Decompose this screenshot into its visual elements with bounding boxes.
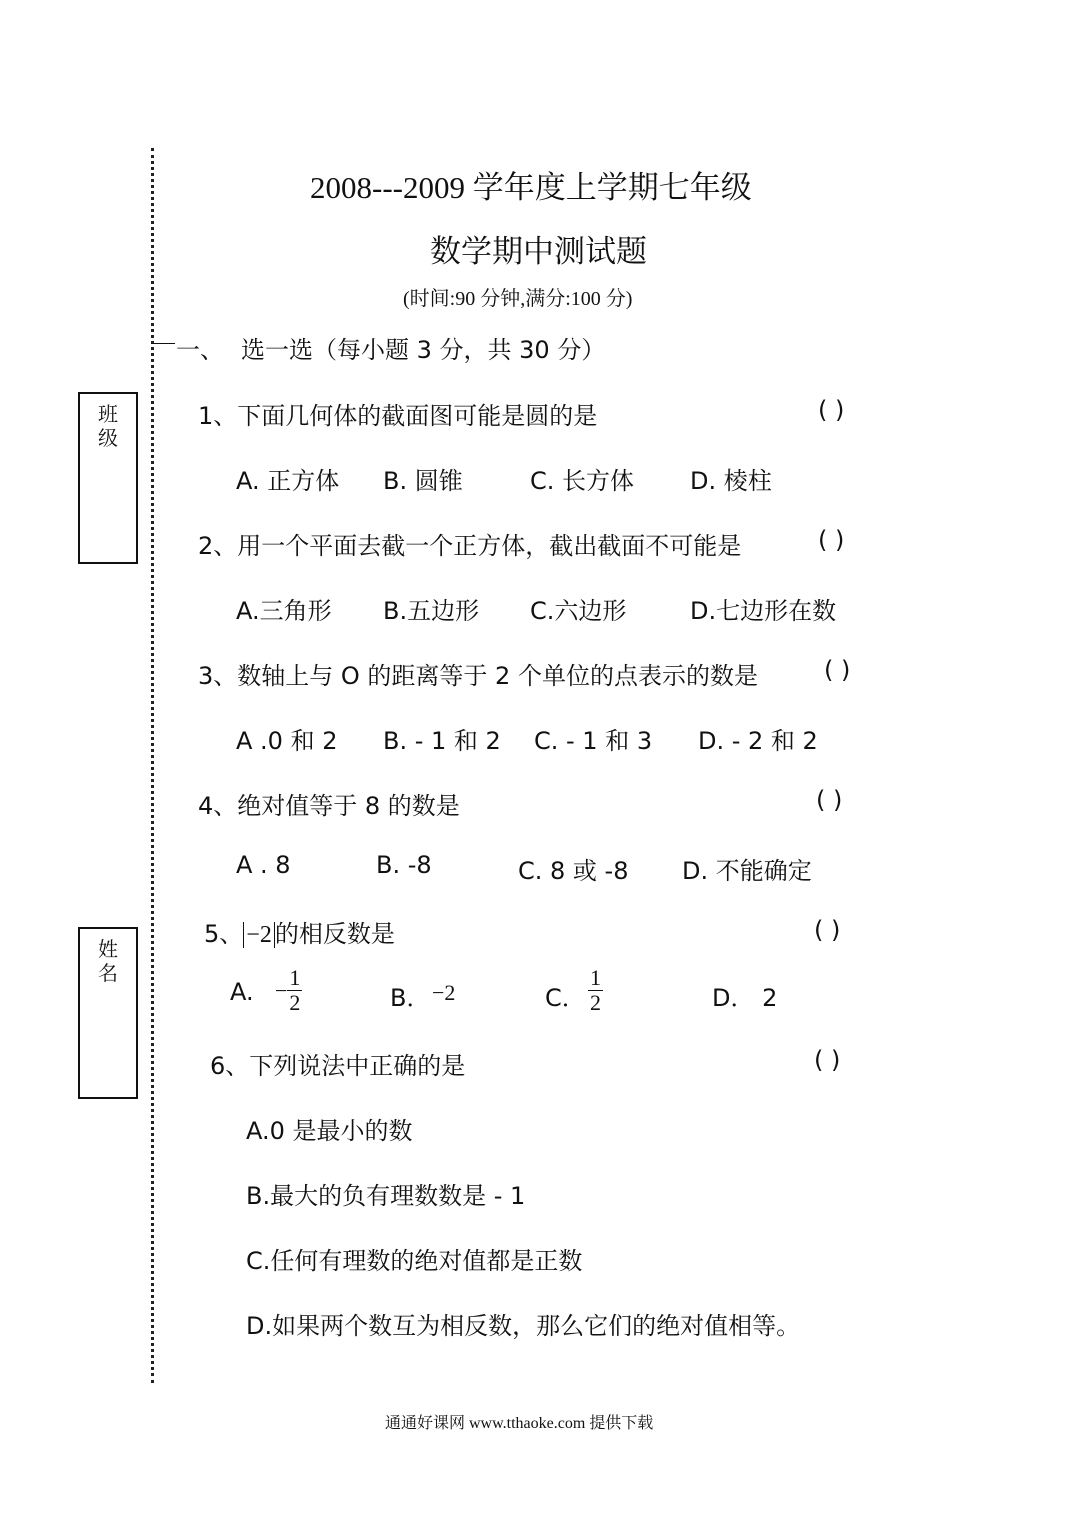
binding-dotted-line	[151, 148, 154, 1383]
q3-option-b: B. - 1 和 2	[383, 727, 501, 755]
q1-option-a: A. 正方体	[236, 467, 340, 495]
section-title: 选一选（每小题 3 分，共 30 分）	[241, 336, 606, 364]
question-1-stem: 1、下面几何体的截面图可能是圆的是	[198, 402, 598, 430]
fraction-one-half: $\frac{1}{2}$	[289, 965, 301, 1016]
abs-value-expression: −2	[243, 922, 275, 948]
q6-option-b: B.最大的负有理数数是 - 1	[246, 1182, 526, 1210]
q1-option-b: B. 圆锥	[383, 467, 463, 495]
question-6-stem: 6、下列说法中正确的是	[210, 1052, 466, 1080]
q5-option-c-label: C．	[545, 984, 586, 1012]
answer-blank-3[interactable]: ( )	[824, 656, 851, 684]
class-label: 班 级	[98, 402, 118, 450]
q2-option-d: D.七边形在数	[690, 597, 837, 625]
answer-blank-2[interactable]: ( )	[818, 526, 845, 554]
question-2-stem: 2、用一个平面去截一个正方体，截出截面不可能是	[198, 532, 742, 560]
q4-option-d: D. 不能确定	[682, 857, 812, 885]
q2-option-a: A.三角形	[236, 597, 332, 625]
page-footer: 通通好课网 www.tthaoke.com 提供下载	[385, 1415, 654, 1432]
q5-option-b-value: −2	[432, 980, 456, 1005]
q5-option-d: D． 2	[712, 984, 778, 1012]
name-label: 姓 名	[98, 937, 118, 985]
exam-info: (时间:90 分钟,满分:100 分)	[403, 288, 633, 310]
name-field-box[interactable]	[78, 927, 138, 1099]
q1-option-d: D. 棱柱	[690, 467, 772, 495]
q2-option-b: B.五边形	[383, 597, 480, 625]
page-title-line2: 数学期中测试题	[430, 234, 647, 269]
q4-option-c: C. 8 或 -8	[518, 857, 629, 885]
q4-option-b: B. -8	[376, 851, 432, 879]
question-3-stem: 3、数轴上与 O 的距离等于 2 个单位的点表示的数是	[198, 662, 758, 690]
q1-option-c: C. 长方体	[530, 467, 635, 495]
answer-blank-6[interactable]: ( )	[814, 1046, 841, 1074]
q3-option-d: D. - 2 和 2	[698, 727, 818, 755]
q6-option-d: D.如果两个数互为相反数，那么它们的绝对值相等。	[246, 1312, 801, 1340]
q5-option-a-value: − $\frac{1}{2}$	[275, 965, 301, 1016]
q6-option-c: C.任何有理数的绝对值都是正数	[246, 1247, 583, 1275]
q5-option-a-label: A.	[230, 978, 254, 1006]
q4-option-a: A . 8	[236, 851, 291, 879]
answer-blank-5[interactable]: ( )	[814, 916, 841, 944]
q5-option-c-value	[588, 966, 603, 1015]
q6-option-a: A.0 是最小的数	[246, 1117, 413, 1145]
q3-option-a: A .0 和 2	[236, 727, 338, 755]
q5-option-b-label: B．	[390, 984, 431, 1012]
question-4-stem: 4、绝对值等于 8 的数是	[198, 792, 460, 820]
answer-blank-4[interactable]: ( )	[816, 786, 843, 814]
answer-blank-1[interactable]: ( )	[818, 396, 845, 424]
page-title-line1: 2008---2009 学年度上学期七年级	[310, 170, 752, 205]
question-5-stem: 5、 −2 的相反数是	[204, 920, 395, 948]
section-dash-line	[151, 343, 175, 344]
q2-option-c: C.六边形	[530, 597, 627, 625]
section-number: 一、	[176, 336, 224, 364]
class-field-box[interactable]	[78, 392, 138, 564]
fraction-one-half: $\frac{1}{2}$	[590, 965, 601, 1016]
q3-option-c: C. - 1 和 3	[534, 727, 653, 755]
